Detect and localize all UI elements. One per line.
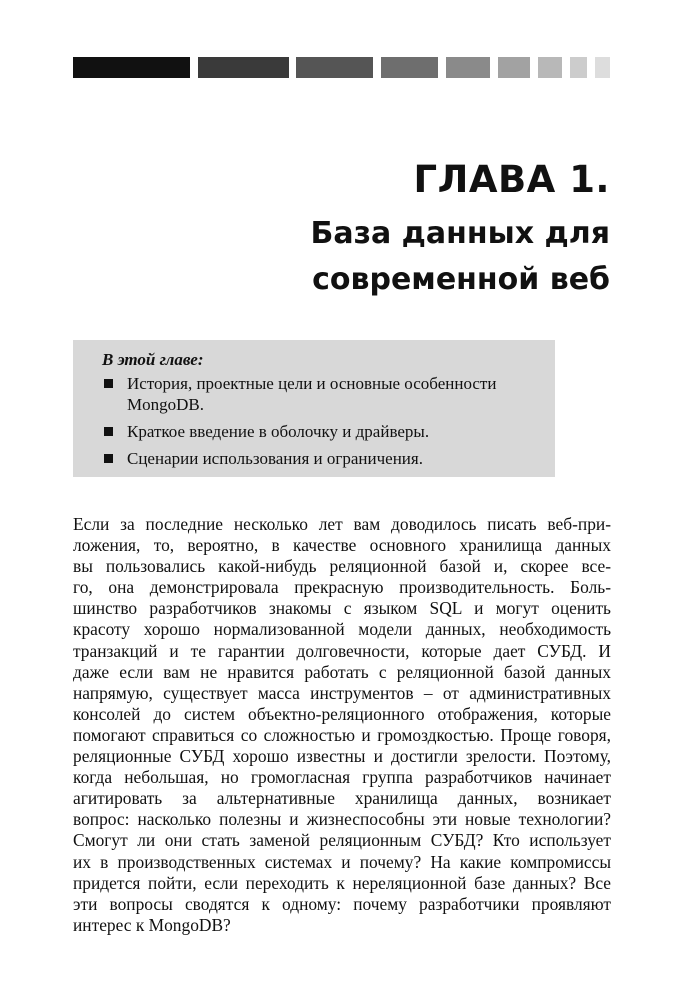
chapter-summary-item bbox=[102, 373, 541, 415]
header-bar-segment bbox=[595, 57, 610, 78]
body-line: Если за последние несколько лет вам доводилось писать веб-при- bbox=[73, 514, 611, 534]
header-bar-segment bbox=[198, 57, 289, 78]
body-line: транзакций и те гарантии долговечности, которые дает СУБД. И bbox=[73, 640, 611, 661]
body-line: агитировать за альтернативные хранилища данных, возникает bbox=[73, 788, 611, 809]
chapter-summary-item-line: MongoDB. bbox=[127, 395, 204, 414]
body-line: реляционные СУБД хорошо известны и достигли зрелости. Поэтому, bbox=[73, 746, 611, 767]
square-bullet-icon bbox=[104, 454, 113, 463]
body-line: напрямую, существует масса инструментов – от административных bbox=[73, 682, 611, 703]
body-line: их в производственных системах и почему? На какие компромиссы bbox=[73, 851, 611, 872]
body-line: го, она демонстрировала прекрасную производительность. Боль- bbox=[73, 577, 611, 598]
header-bar-segment bbox=[296, 57, 373, 78]
body-line: помогают справиться со сложностью и громоздкостью. Проще говоря, bbox=[73, 724, 611, 745]
body-line: даже если вам не нравится работать с реляционной базой данных bbox=[73, 661, 611, 682]
body-line: эти вопросы сводятся к одному: почему разработчики проявляют bbox=[73, 893, 611, 914]
body-line: ложения, то, вероятно, в качестве основного хранилища данных bbox=[73, 535, 611, 556]
chapter-summary-heading: В этой главе: bbox=[102, 350, 204, 369]
header-bar-segment bbox=[381, 57, 438, 78]
chapter-title bbox=[90, 211, 610, 303]
header-bar-segment bbox=[73, 57, 190, 78]
chapter-summary-list bbox=[102, 373, 541, 469]
chapter-summary-item bbox=[102, 448, 541, 469]
chapter-summary-item-line: Краткое введение в оболочку и драйверы. bbox=[127, 422, 430, 441]
chapter-summary-item bbox=[102, 421, 541, 442]
body-line: консолей до систем объектно-реляционного отображения, которые bbox=[73, 703, 611, 724]
body-line: вопрос: насколько полезны и жизнеспособны эти новые технологии? bbox=[73, 809, 611, 830]
body-line: придется пойти, если переходить к нереляционной базе данных? Все bbox=[73, 872, 611, 893]
square-bullet-icon bbox=[104, 379, 113, 388]
header-bar-segment bbox=[498, 57, 530, 78]
header-bar-segment bbox=[570, 57, 587, 78]
chapter-summary-item-line: История, проектные цели и основные особенности bbox=[127, 374, 497, 393]
body-line: Смогут ли они стать заменой реляционным СУБД? Кто использует bbox=[73, 830, 611, 851]
body-line: интерес к MongoDB? bbox=[73, 914, 231, 935]
body-line: вы пользовались какой-нибудь реляционной базой и, скорее все- bbox=[73, 556, 611, 577]
header-bar-segment bbox=[538, 57, 562, 78]
chapter-summary-box bbox=[73, 340, 555, 477]
header-bar-segment bbox=[446, 57, 490, 78]
body-line: когда небольшая, но громогласная группа разработчиков начинает bbox=[73, 767, 611, 788]
chapter-summary-item-line: Сценарии использования и ограничения. bbox=[127, 449, 423, 468]
chapter-number: ГЛАВА 1. bbox=[413, 158, 610, 201]
body-line: красоту хорошо нормализованной модели данных, необходимость bbox=[73, 619, 611, 640]
chapter-title-line: современной веб bbox=[312, 262, 610, 297]
body-line: шинство разработчиков знакомы с языком SQL и могут оценить bbox=[73, 598, 611, 619]
chapter-title-line: База данных для bbox=[310, 216, 610, 251]
square-bullet-icon bbox=[104, 427, 113, 436]
body-paragraph bbox=[73, 514, 611, 936]
